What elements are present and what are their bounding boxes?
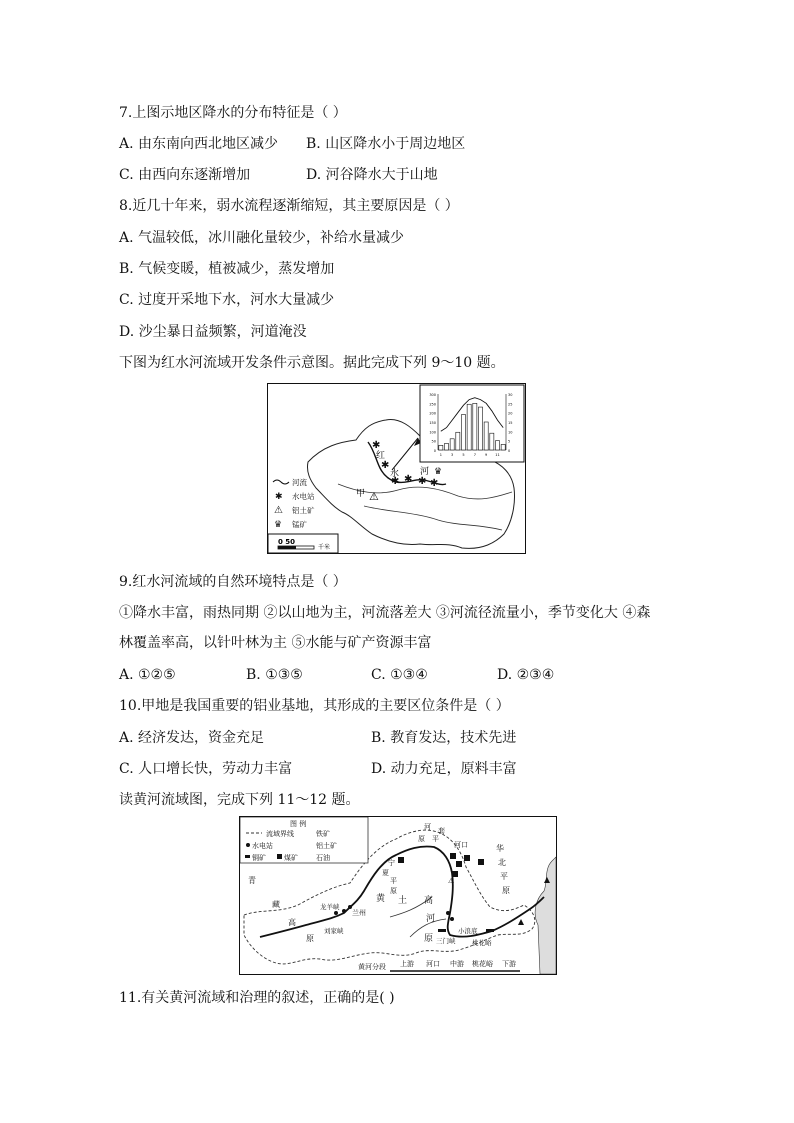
boundary-line (364, 506, 502, 530)
left-tick-label: 200 (429, 411, 436, 416)
coal-icon (450, 853, 456, 859)
q10-stem: 10.甲地是我国重要的铝业基地，其形成的主要区位条件是（ ） (119, 698, 510, 714)
hydro-station-icon: ✱ (404, 474, 413, 485)
legend-title: 图 例 (290, 820, 307, 828)
legend-basin-boundary: 流域界线 (266, 830, 294, 838)
precip-bar-7 (473, 403, 477, 450)
legend-bauxite: 铝土矿 (316, 842, 337, 850)
q10-option-d: D. 动力充足，原料丰富 (371, 761, 517, 777)
hydro-icon (334, 911, 338, 915)
label-bei: 北 (498, 858, 506, 867)
bauxite-icon: ⚠ (448, 877, 455, 885)
legend-copper: 铜矿 (252, 854, 266, 862)
label-he: 河 (426, 914, 436, 924)
label-gao: 高 (288, 918, 296, 927)
scale-numbers: 0 50 (278, 538, 296, 546)
right-tick-label: 5 (508, 439, 511, 444)
precip-bar-1 (439, 445, 443, 450)
oil-icon (518, 919, 524, 925)
section-lower: 下游 (502, 960, 516, 968)
precip-bar-2 (444, 443, 448, 450)
month-tick-label: 1 (439, 453, 442, 457)
q9-option-a: A. ①②⑤ (119, 667, 176, 683)
precip-bar-4 (456, 432, 460, 450)
river-char-1: 红 (376, 451, 386, 461)
label-xia: 夏 (382, 869, 389, 877)
q9-statements-line1: ①降水丰富，雨热同期 ②以山地为主，河流落差大 ③河流径流量小，季节变化大 ④森 (119, 605, 651, 621)
month-tick-label: 3 (451, 453, 454, 457)
label-longyangxia: 龙羊峡 (320, 903, 340, 911)
left-tick-label: 250 (429, 402, 436, 407)
q10-option-c: C. 人口增长快，劳动力丰富 (119, 761, 293, 777)
precip-bar-11 (495, 441, 499, 450)
left-tick-label: 300 (429, 393, 436, 397)
precip-bar-6 (467, 404, 471, 450)
label-ning: 宁 (388, 859, 395, 867)
coal-icon (456, 861, 462, 867)
legend-bauxite: 铝土矿 (292, 506, 315, 515)
precip-bar-5 (461, 415, 465, 450)
month-tick-label: 5 (462, 453, 465, 457)
month-tick-label: 9 (485, 453, 488, 457)
section-upper: 上游 (400, 960, 414, 968)
label-ping2: 平 (432, 835, 439, 843)
label-gao2: 高 (424, 896, 434, 906)
pointer-arrow (392, 438, 418, 470)
legend-coal: 煤矿 (284, 854, 298, 862)
scale-bar-fill (278, 546, 296, 549)
label-yuan: 原 (306, 934, 314, 943)
month-tick-label: 11 (495, 453, 500, 457)
hydro-legend-icon (246, 843, 250, 847)
legend-hydro: 水电站 (252, 842, 273, 850)
manganese-icon: ♛ (434, 467, 443, 477)
hydro-icon (446, 911, 450, 915)
q7-stem: 7.上图示地区降水的分布特征是（ ） (119, 105, 347, 121)
left-tick-label: 0 (433, 449, 436, 453)
hongshui-basin-figure (267, 383, 526, 554)
q7-option-c: C. 由西向东逐渐增加 (119, 167, 251, 183)
legend-oil: 石油 (316, 854, 330, 862)
hydro-station-icon: ✱ (430, 478, 439, 489)
q9-option-d: D. ②③④ (497, 667, 555, 683)
hongshui-basin-map (268, 384, 525, 553)
copper-legend-icon (245, 855, 250, 858)
q9-stem: 9.红水河流域的自然环境特点是（ ） (119, 574, 347, 590)
intro-11-12: 读黄河流域图，完成下列 11～12 题。 (119, 792, 360, 808)
q11-stem: 11.有关黄河流域和治理的叙述，正确的是( ) (119, 990, 395, 1006)
label-hua: 华 (496, 844, 504, 853)
hydro-legend-icon: ✱ (275, 492, 283, 502)
river-char-3: 河 (420, 467, 430, 477)
legend-hydro: 水电站 (292, 492, 315, 501)
hydro-station-icon: ✱ (391, 476, 400, 487)
copper-icon (486, 929, 494, 932)
label-ping1: 平 (390, 877, 397, 885)
right-tick-label: 25 (508, 402, 513, 407)
label-liujiaxia: 刘家峡 (324, 927, 344, 935)
section-taohuayu: 桃花峪 (472, 960, 493, 968)
q7-option-b: B. 山区降水小于周边地区 (306, 136, 466, 152)
sea-area (535, 857, 556, 974)
q9-option-c: C. ①③④ (371, 667, 428, 683)
left-tick-label: 100 (429, 430, 436, 435)
bauxite-legend-icon: ⚠ (274, 505, 283, 516)
precip-bar-10 (490, 433, 494, 450)
right-tick-label: 20 (508, 411, 513, 416)
river-char-2: 水 (390, 469, 400, 479)
q7-option-d: D. 河谷降水大于山地 (306, 167, 438, 183)
q10-option-b: B. 教育发达，技术先进 (371, 730, 517, 746)
label-qing: 青 (248, 876, 256, 885)
q8-option-b: B. 气候变暖，植被减少，蒸发增加 (119, 261, 335, 277)
q8-option-d: D. 沙尘暴日益频繁，河道淹没 (119, 324, 307, 340)
left-tick-label: 50 (431, 439, 436, 444)
label-yuan3: 原 (418, 835, 425, 843)
coal-legend-icon (277, 854, 282, 859)
manganese-legend-icon: ♛ (274, 520, 283, 530)
q9-statements-line2: 林覆盖率高，以针叶林为主 ⑤水能与矿产资源丰富 (119, 635, 432, 651)
hydro-icon (342, 909, 346, 913)
right-tick-label: 10 (508, 430, 513, 435)
precip-bar-12 (501, 444, 505, 450)
right-tick-label: 30 (508, 393, 513, 397)
right-tick-label: 0 (508, 449, 511, 453)
precip-bar-3 (450, 439, 454, 450)
section-label: 黄河分段 (358, 963, 386, 971)
label-tu: 土 (398, 896, 408, 906)
label-hekou: 河口 (454, 841, 468, 849)
intro-9-10: 下图为红水河流域开发条件示意图。据此完成下列 9～10 题。 (119, 355, 505, 371)
bauxite-icon: ⚠ (369, 490, 379, 503)
river-legend-icon (273, 480, 289, 484)
coal-icon (398, 857, 404, 863)
coal-icon (478, 859, 484, 865)
hydro-station-icon: ✱ (418, 476, 427, 487)
section-middle: 中游 (450, 960, 464, 968)
copper-icon (438, 929, 446, 932)
label-sanmenxia: 三门峡 (436, 937, 456, 945)
q10-option-a: A. 经济发达，资金充足 (119, 730, 265, 746)
label-lanzhou: 兰州 (352, 909, 366, 917)
right-tick-label: 15 (508, 421, 513, 425)
month-tick-label: 7 (473, 453, 476, 457)
q8-option-a: A. 气温较低，冰川融化量较少，补给水量减少 (119, 230, 405, 246)
label-taohuayu: 桃花峪 (472, 939, 492, 947)
precip-bar-9 (484, 422, 488, 450)
label-yuan2: 原 (424, 934, 434, 944)
scale-unit: 千米 (318, 544, 331, 551)
hydro-station-icon: ✱ (381, 460, 390, 471)
coal-icon (464, 855, 470, 861)
q9-option-b: B. ①③⑤ (246, 667, 303, 683)
label-ping3: 平 (500, 872, 508, 881)
label-zang: 藏 (272, 900, 280, 909)
legend-iron: 铁矿 (316, 830, 330, 838)
section-hekou: 河口 (426, 960, 440, 968)
label-yuan1: 原 (390, 887, 397, 895)
q8-option-c: C. 过度开采地下水，河水大量减少 (119, 292, 335, 308)
legend-river: 河流 (292, 478, 307, 487)
label-tao: 套 (438, 827, 445, 835)
label-xiaolangdi: 小浪底 (458, 927, 478, 935)
yellow-river-map (240, 817, 556, 974)
label-huang: 黄 (376, 894, 386, 904)
q8-stem: 8.近几十年来，弱水流程逐渐缩短，其主要原因是（ ） (119, 198, 459, 214)
q7-option-a: A. 由东南向西北地区减少 (119, 136, 279, 152)
label-he2: 河 (424, 823, 431, 831)
label-yuan4: 原 (502, 886, 510, 895)
left-tick-label: 150 (429, 421, 436, 425)
legend-manganese: 锰矿 (292, 520, 307, 529)
hydro-icon (450, 917, 454, 921)
place-jia: 甲 (356, 489, 366, 499)
hydro-station-icon: ✱ (372, 440, 381, 451)
yellow-river-figure (239, 816, 557, 975)
precip-bar-8 (478, 407, 482, 450)
